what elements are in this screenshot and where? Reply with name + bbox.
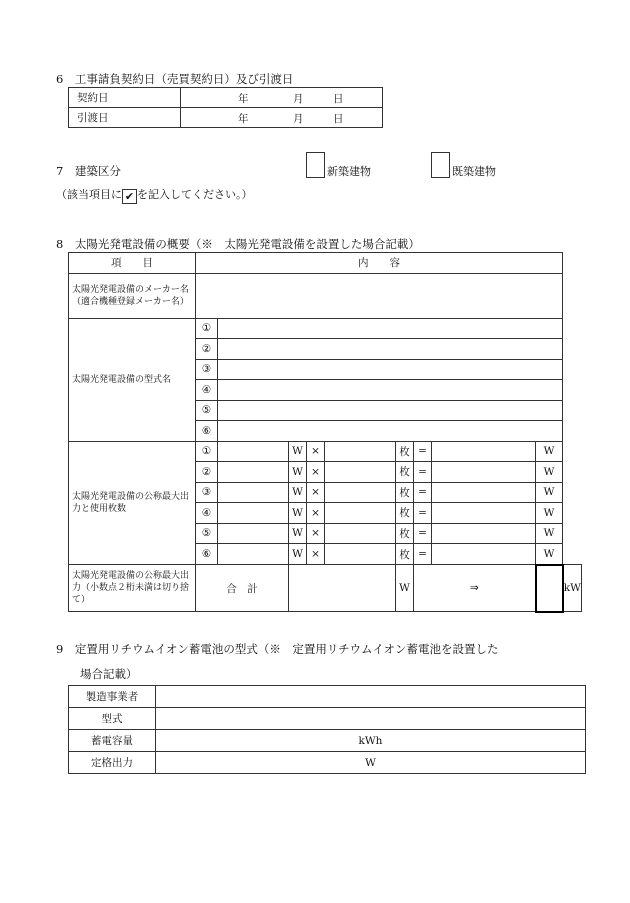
subtotal-unit: W <box>536 482 563 503</box>
output-row <box>69 441 582 462</box>
battery-row <box>69 752 586 774</box>
watt-unit: W <box>289 544 307 565</box>
battery-value[interactable]: kWh <box>156 730 586 752</box>
times-sign: × <box>307 482 325 503</box>
battery-label: 製造事業者 <box>69 686 156 708</box>
subtotal-unit: W <box>536 523 563 544</box>
total-kw-unit: kW <box>563 565 582 612</box>
subtotal-input[interactable] <box>432 523 536 544</box>
watt-unit: W <box>289 523 307 544</box>
model-num: ③ <box>196 359 218 380</box>
battery-value[interactable] <box>156 686 586 708</box>
day-label: 日 <box>333 93 344 105</box>
total-kw-input[interactable] <box>536 565 563 612</box>
output-num: ⑤ <box>196 523 218 544</box>
new-building-checkbox[interactable] <box>306 152 325 178</box>
watt-input[interactable] <box>218 503 289 524</box>
month-label: 月 <box>293 113 304 125</box>
equals-sign: = <box>414 462 432 483</box>
equals-sign: = <box>414 503 432 524</box>
total-watt-input[interactable] <box>289 565 396 612</box>
model-num: ⑤ <box>196 400 218 421</box>
watt-input[interactable] <box>218 462 289 483</box>
note-prefix: （該当項目に <box>56 188 122 201</box>
year-label: 年 <box>238 113 249 125</box>
watt-unit: W <box>289 503 307 524</box>
model-num: ④ <box>196 380 218 401</box>
new-building-label: 新築建物 <box>327 165 371 178</box>
battery-value[interactable]: W <box>156 752 586 774</box>
header-item: 項 目 <box>69 253 196 274</box>
total-row <box>69 565 582 612</box>
subtotal-unit: W <box>536 544 563 565</box>
model-row <box>69 318 582 339</box>
sheets-input[interactable] <box>325 462 396 483</box>
delivery-date-row <box>69 108 383 128</box>
subtotal-input[interactable] <box>432 503 536 524</box>
model-num: ⑥ <box>196 421 218 442</box>
battery-label: 定格出力 <box>69 752 156 774</box>
sheets-unit: 枚 <box>396 523 414 544</box>
subtotal-input[interactable] <box>432 462 536 483</box>
battery-row <box>69 686 586 708</box>
times-sign: × <box>307 462 325 483</box>
section7-title: 7 建築区分 <box>56 164 121 178</box>
subtotal-input[interactable] <box>432 544 536 565</box>
header-content: 内 容 <box>196 253 563 274</box>
month-label: 月 <box>293 93 304 105</box>
total-text-label: 合 計 <box>226 582 258 595</box>
section8-title: 8 太陽光発電設備の概要（※ 太陽光発電設備を設置した場合記載） <box>56 237 420 251</box>
contract-date-field[interactable] <box>181 88 383 108</box>
day-label: 日 <box>333 113 344 125</box>
times-sign: × <box>307 441 325 462</box>
output-num: ② <box>196 462 218 483</box>
model-input[interactable] <box>218 339 563 360</box>
output-num: ① <box>196 441 218 462</box>
times-sign: × <box>307 503 325 524</box>
output-num: ④ <box>196 503 218 524</box>
note-suffix: を記入してください。） <box>137 188 253 201</box>
output-label: 太陽光発電設備の公称最大出力と使用枚数 <box>69 441 196 565</box>
arrow-icon: ⇒ <box>414 565 536 612</box>
equals-sign: = <box>414 544 432 565</box>
section9-title-line2: 場合記載） <box>80 667 138 681</box>
subtotal-input[interactable] <box>432 441 536 462</box>
times-sign: × <box>307 523 325 544</box>
maker-label: 太陽光発電設備のメーカー名（適合機種登録メーカー名） <box>69 273 196 318</box>
section7-note <box>56 186 253 204</box>
model-input[interactable] <box>218 380 563 401</box>
delivery-date-field[interactable] <box>181 108 383 128</box>
sheets-input[interactable] <box>325 544 396 565</box>
watt-unit: W <box>289 482 307 503</box>
output-num: ⑥ <box>196 544 218 565</box>
contract-date-label: 契約日 <box>69 88 181 108</box>
watt-unit: W <box>289 441 307 462</box>
year-label: 年 <box>238 93 249 105</box>
watt-unit: W <box>289 462 307 483</box>
output-num: ③ <box>196 482 218 503</box>
total-text <box>196 565 289 612</box>
battery-row <box>69 730 586 752</box>
model-input[interactable] <box>218 421 563 442</box>
times-sign: × <box>307 544 325 565</box>
battery-label: 蓄電容量 <box>69 730 156 752</box>
contract-date-table <box>68 87 383 128</box>
subtotal-unit: W <box>536 503 563 524</box>
contract-date-row <box>69 88 383 108</box>
watt-input[interactable] <box>218 523 289 544</box>
model-num: ② <box>196 339 218 360</box>
sheets-input[interactable] <box>325 441 396 462</box>
total-watt-unit: W <box>396 565 414 612</box>
equals-sign: = <box>414 523 432 544</box>
section6-title: 6 工事請負契約日（売買契約日）及び引渡日 <box>56 72 294 86</box>
delivery-date-label: 引渡日 <box>69 108 181 128</box>
watt-input[interactable] <box>218 544 289 565</box>
battery-value[interactable] <box>156 708 586 730</box>
battery-row <box>69 708 586 730</box>
existing-building-label: 既築建物 <box>452 165 496 178</box>
equals-sign: = <box>414 441 432 462</box>
sheets-unit: 枚 <box>396 503 414 524</box>
equals-sign: = <box>414 482 432 503</box>
maker-input[interactable] <box>196 273 563 318</box>
model-input[interactable] <box>218 318 563 339</box>
battery-label: 型式 <box>69 708 156 730</box>
watt-input[interactable] <box>218 441 289 462</box>
total-label: 太陽光発電設備の公称最大出力（小数点２桁未満は切り捨て） <box>69 565 196 612</box>
watt-input[interactable] <box>218 482 289 503</box>
model-input[interactable] <box>218 400 563 421</box>
existing-building-checkbox[interactable] <box>431 152 450 178</box>
subtotal-unit: W <box>536 441 563 462</box>
model-input[interactable] <box>218 359 563 380</box>
check-mark-icon: ✔ <box>122 189 137 204</box>
section9-title-line1: 9 定置用リチウムイオン蓄電池の型式（※ 定置用リチウムイオン蓄電池を設置した <box>56 642 499 656</box>
model-label: 太陽光発電設備の型式名 <box>69 318 196 441</box>
sheets-unit: 枚 <box>396 462 414 483</box>
solar-overview-table <box>68 252 582 613</box>
sheets-input[interactable] <box>325 503 396 524</box>
sheets-unit: 枚 <box>396 544 414 565</box>
battery-table <box>68 685 586 774</box>
sheets-unit: 枚 <box>396 482 414 503</box>
subtotal-input[interactable] <box>432 482 536 503</box>
sheets-input[interactable] <box>325 523 396 544</box>
sheets-unit: 枚 <box>396 441 414 462</box>
subtotal-unit: W <box>536 462 563 483</box>
sheets-input[interactable] <box>325 482 396 503</box>
model-num: ① <box>196 318 218 339</box>
